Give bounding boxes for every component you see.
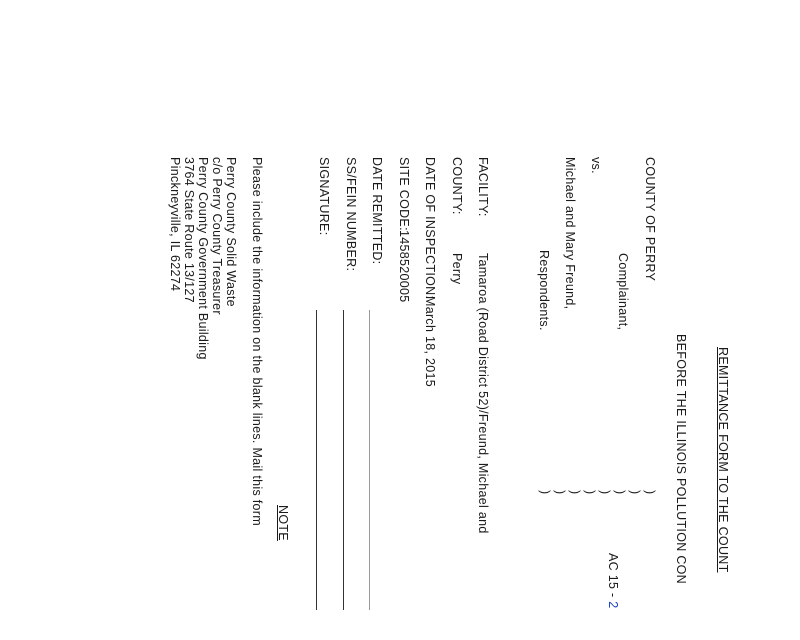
date-remitted-label: DATE REMITTED: xyxy=(370,157,384,265)
signature-line xyxy=(316,310,317,610)
caption-paren: ) xyxy=(613,490,627,495)
inspection-date-label: DATE OF INSPECTION: xyxy=(423,157,437,300)
respondents-label: Respondents. xyxy=(537,250,551,331)
site-code-value: 1458520005 xyxy=(397,230,411,303)
caption-paren: ) xyxy=(538,490,552,495)
respondent-names: Michael and Mary Freund, xyxy=(563,157,577,310)
caption-paren: ) xyxy=(643,490,657,495)
caption-paren: ) xyxy=(598,490,612,495)
caption-paren: ) xyxy=(568,490,582,495)
form-title: REMITTANCE FORM TO THE COUNT xyxy=(716,347,730,573)
note-text: Please include the information on the blank lines. Mail this form xyxy=(250,157,264,526)
plaintiff-name: COUNTY OF PERRY xyxy=(643,157,657,282)
complainant-label: Complainant, xyxy=(616,253,630,331)
versus-label: vs. xyxy=(589,157,603,174)
signature-label: SIGNATURE: xyxy=(317,157,331,236)
board-heading: BEFORE THE ILLINOIS POLLUTION CON xyxy=(674,334,688,584)
caption-paren: ) xyxy=(628,490,642,495)
county-label: COUNTY: xyxy=(450,157,464,215)
address-line: Perry County Government Building xyxy=(196,157,210,360)
county-value: Perry xyxy=(450,253,464,285)
facility-label: FACILITY: xyxy=(476,157,490,217)
date-remitted-line xyxy=(369,310,370,610)
facility-value: Tamaroa (Road District 52)/Freund, Michael and xyxy=(476,253,490,534)
case-number-suffix: 2 xyxy=(606,601,620,609)
address-line: c/o Perry County Treasurer xyxy=(210,157,224,315)
inspection-date-value: March 18, 2015 xyxy=(423,296,437,388)
ssfein-label: SS/FEIN NUMBER: xyxy=(344,157,358,272)
note-heading: NOTE xyxy=(276,505,290,541)
caption-paren: ) xyxy=(553,490,567,495)
address-line: Pinckneyville, IL 62274 xyxy=(168,157,182,292)
remittance-form-page xyxy=(110,0,730,640)
caption-paren: ) xyxy=(583,490,597,495)
ssfein-line xyxy=(343,310,344,610)
case-number: AC 15 - 2 xyxy=(606,553,620,609)
site-code-label: SITE CODE: xyxy=(397,157,411,231)
address-line: 3764 State Route 13/127 xyxy=(182,157,196,303)
address-line: Perry County Solid Waste xyxy=(224,157,238,307)
